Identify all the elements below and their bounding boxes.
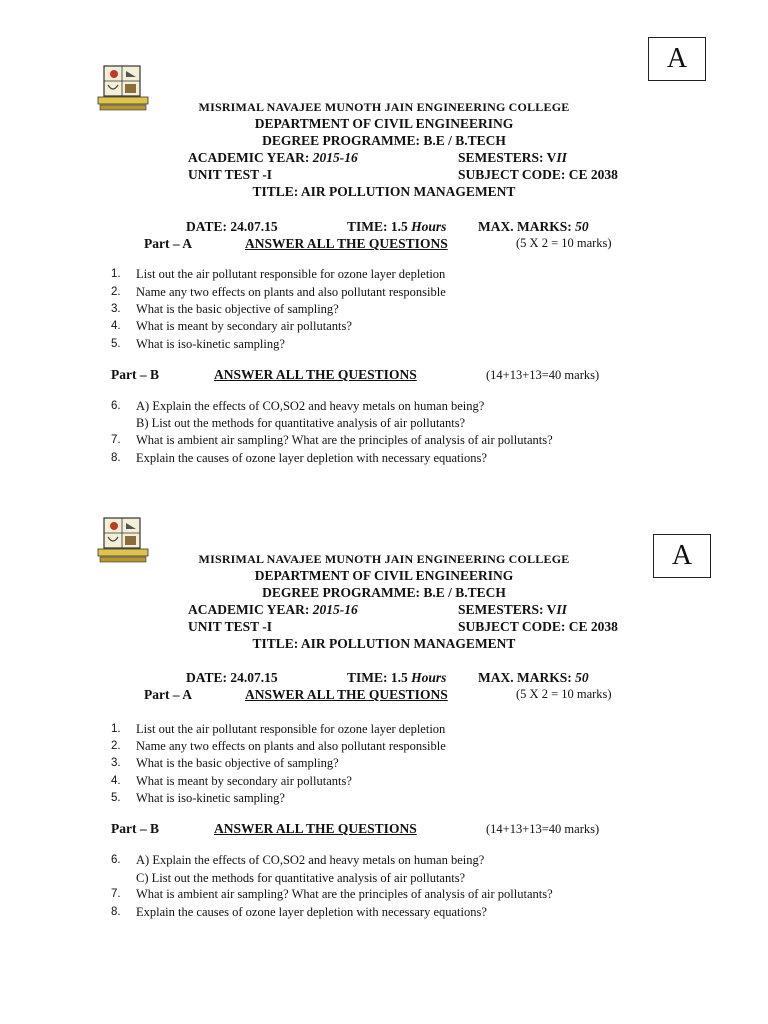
part-b-marks: (14+13+13=40 marks) (486, 822, 600, 836)
question-text: Name any two effects on plants and also pollutant responsible (136, 285, 446, 299)
question-text: B) List out the methods for quantitative analysis of air pollutants? (136, 416, 466, 430)
question-text: What is iso-kinetic sampling? (136, 337, 285, 351)
part-b-instruction: ANSWER ALL THE QUESTIONS (214, 367, 417, 382)
part-b-label: Part – B (111, 821, 159, 836)
question-number: 5. (111, 792, 121, 804)
exam-date: DATE: 24.07.15 (186, 670, 278, 685)
question-number: 8. (111, 452, 121, 464)
part-a-marks: (5 X 2 = 10 marks) (516, 236, 612, 250)
set-label-box: A (648, 37, 706, 81)
question-number: 6. (111, 400, 121, 412)
exam-date: DATE: 24.07.15 (186, 219, 278, 234)
semester: SEMESTERS: VII (458, 602, 567, 617)
unit-test: UNIT TEST -I (188, 619, 273, 634)
set-label-box: A (653, 534, 711, 578)
question-number: 5. (111, 338, 121, 350)
question-text: What is iso-kinetic sampling? (136, 791, 285, 805)
question-number: 4. (111, 320, 121, 332)
part-b-label: Part – B (111, 367, 159, 382)
college-name: MISRIMAL NAVAJEE MUNOTH JAIN ENGINEERING COLLEGE (198, 100, 570, 114)
question-number: 2. (111, 740, 121, 752)
unit-test: UNIT TEST -I (188, 167, 273, 182)
subject-code: SUBJECT CODE: CE 2038 (458, 619, 618, 634)
part-a-label: Part – A (144, 687, 192, 702)
part-a-instruction: ANSWER ALL THE QUESTIONS (245, 687, 448, 702)
question-number: 1. (111, 268, 121, 280)
part-a-instruction: ANSWER ALL THE QUESTIONS (245, 236, 448, 251)
academic-year: ACADEMIC YEAR: 2015-16 (188, 602, 358, 617)
question-text: Explain the causes of ozone layer depletion with necessary equations? (136, 905, 487, 919)
question-number: 1. (111, 723, 121, 735)
exam-time: TIME: 1.5 Hours (347, 670, 447, 685)
part-a-label: Part – A (144, 236, 192, 251)
question-text: What is the basic objective of sampling? (136, 302, 339, 316)
question-text: List out the air pollutant responsible for ozone layer depletion (136, 267, 446, 281)
part-b-marks: (14+13+13=40 marks) (486, 368, 600, 382)
question-number: 8. (111, 906, 121, 918)
question-number: 6. (111, 854, 121, 866)
question-text: What is ambient air sampling? What are the principles of analysis of air pollutants? (136, 433, 553, 447)
part-a-marks: (5 X 2 = 10 marks) (516, 687, 612, 701)
question-number: 2. (111, 286, 121, 298)
department: DEPARTMENT OF CIVIL ENGINEERING (254, 568, 514, 583)
paper-title: TITLE: AIR POLLUTION MANAGEMENT (252, 184, 516, 199)
max-marks: MAX. MARKS: 50 (478, 219, 589, 234)
question-text: What is meant by secondary air pollutants? (136, 319, 352, 333)
question-number: 7. (111, 434, 121, 446)
question-text: List out the air pollutant responsible for ozone layer depletion (136, 722, 446, 736)
college-name: MISRIMAL NAVAJEE MUNOTH JAIN ENGINEERING COLLEGE (198, 552, 570, 566)
question-number: 7. (111, 888, 121, 900)
part-b-instruction: ANSWER ALL THE QUESTIONS (214, 821, 417, 836)
exam-time: TIME: 1.5 Hours (347, 219, 447, 234)
question-text: What is the basic objective of sampling? (136, 756, 339, 770)
question-number: 3. (111, 303, 121, 315)
semester: SEMESTERS: VII (458, 150, 567, 165)
department: DEPARTMENT OF CIVIL ENGINEERING (254, 116, 514, 131)
question-text: What is meant by secondary air pollutants? (136, 774, 352, 788)
question-number: 4. (111, 775, 121, 787)
question-text: What is ambient air sampling? What are the principles of analysis of air pollutants? (136, 887, 553, 901)
question-text: Name any two effects on plants and also pollutant responsible (136, 739, 446, 753)
academic-year: ACADEMIC YEAR: 2015-16 (188, 150, 358, 165)
question-text: A) Explain the effects of CO,SO2 and heavy metals on human being? (136, 853, 485, 867)
question-text: C) List out the methods for quantitative analysis of air pollutants? (136, 871, 466, 885)
degree-programme: DEGREE PROGRAMME: B.E / B.TECH (262, 585, 506, 600)
subject-code: SUBJECT CODE: CE 2038 (458, 167, 618, 182)
paper-title: TITLE: AIR POLLUTION MANAGEMENT (252, 636, 516, 651)
max-marks: MAX. MARKS: 50 (478, 670, 589, 685)
degree-programme: DEGREE PROGRAMME: B.E / B.TECH (262, 133, 506, 148)
question-number: 3. (111, 757, 121, 769)
question-text: A) Explain the effects of CO,SO2 and heavy metals on human being? (136, 399, 485, 413)
question-text: Explain the causes of ozone layer depletion with necessary equations? (136, 451, 487, 465)
